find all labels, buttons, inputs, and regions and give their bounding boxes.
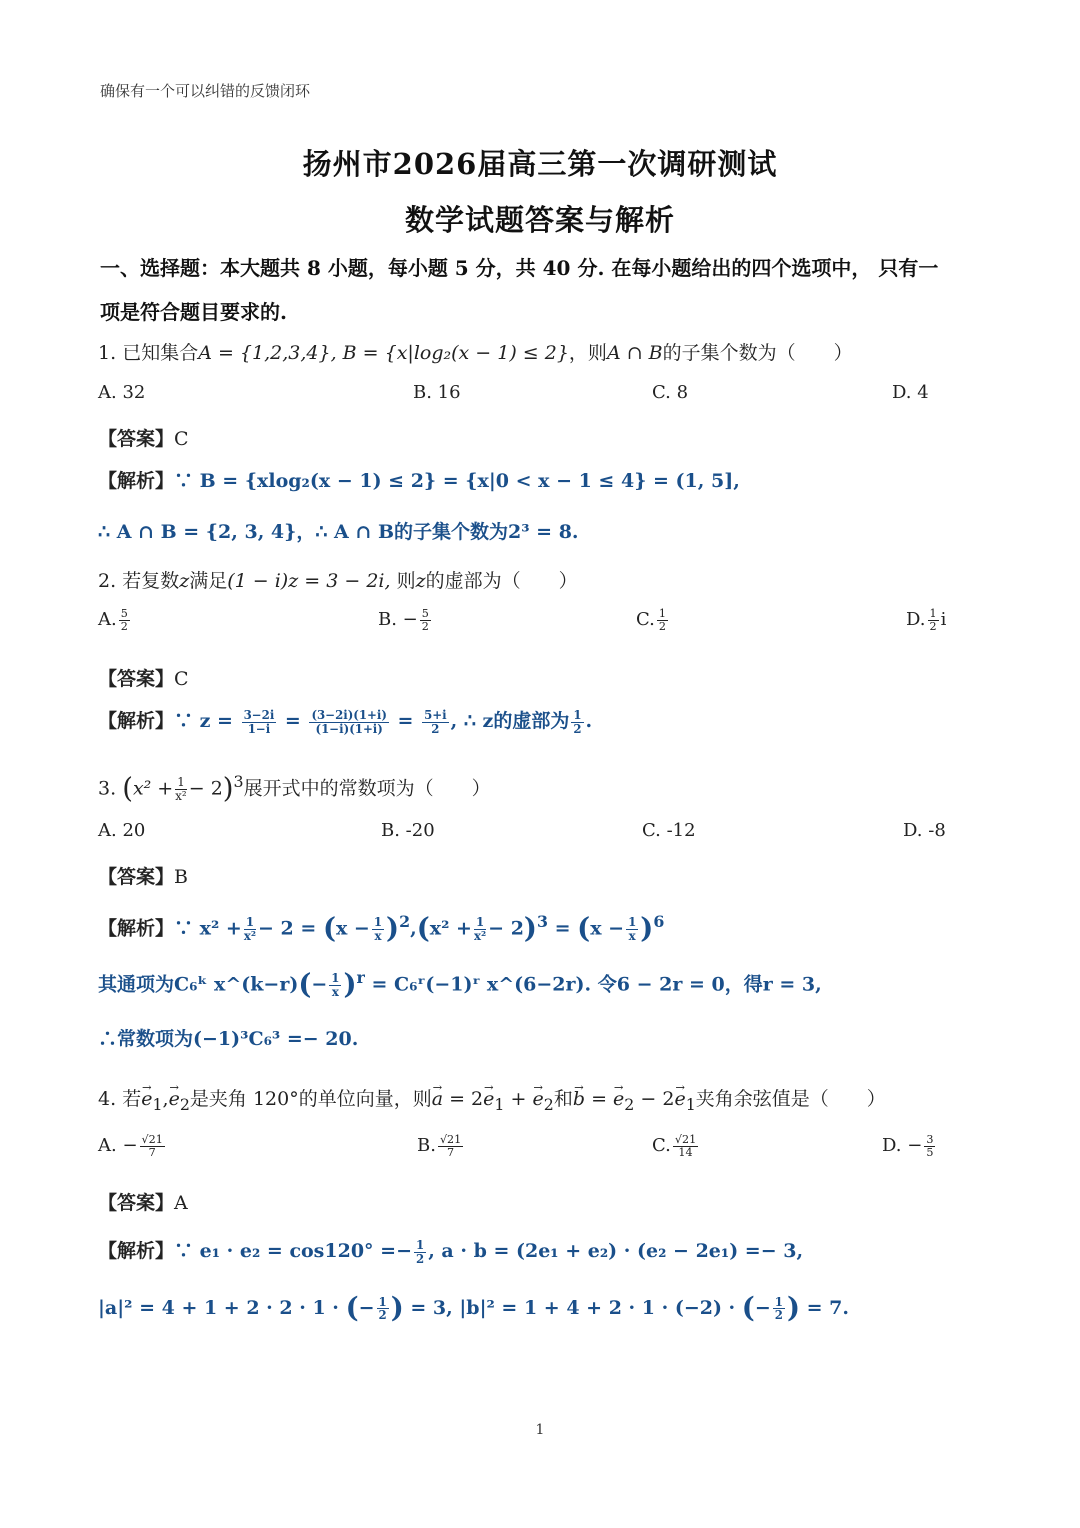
exponent: 6 [653, 912, 665, 931]
solution-label: 【解析】 [98, 470, 175, 492]
subscript: 2 [179, 1094, 190, 1114]
solution-label: 【解析】 [98, 917, 175, 940]
denominator: 7 [148, 1145, 156, 1159]
numerator: 1 [378, 1295, 387, 1309]
question-1 [98, 338, 853, 365]
vector-e: → e [483, 1088, 494, 1110]
option-label: B. − [378, 609, 418, 631]
fraction [140, 1134, 165, 1158]
solution-text: |a|² = 4 + 1 + 2 · 2 · 1 · [98, 1296, 339, 1319]
math-expression: − 2 [188, 777, 223, 800]
math-intersection: A ∩ B [606, 342, 663, 364]
solution-text: − [311, 973, 328, 996]
fraction [571, 709, 583, 735]
document-title: 扬州市2026届高三第一次调研测试 [302, 147, 778, 181]
question-text: 的虚部为（ ） [425, 570, 578, 592]
option-suffix: i [940, 609, 947, 631]
solution-text: x² + [429, 917, 472, 940]
fraction [372, 916, 384, 942]
denominator: 2 [421, 619, 429, 633]
numerator: 1 [573, 708, 582, 723]
vector-e: → e [613, 1088, 624, 1110]
solution-text: = C₆ʳ(−1)ʳ x^(6−2r). 令6 − 2r = 0，得r = 3, [371, 973, 822, 996]
exponent: 3 [233, 772, 244, 791]
page-number: 1 [535, 1422, 545, 1438]
solution-text: , [410, 917, 417, 940]
question-text: 若复数 [122, 570, 180, 592]
denominator: 1−i [247, 721, 271, 736]
vector-a: → a [432, 1088, 443, 1110]
solution-label: 【解析】 [98, 1240, 175, 1262]
option-label: C. [652, 1135, 671, 1157]
question-text: 满足 [189, 570, 228, 592]
solution-text: = 7. [806, 1296, 849, 1319]
answer-2 [98, 664, 189, 691]
denominator: 5 [926, 1145, 934, 1159]
fraction [438, 1134, 463, 1158]
question-number: 3. [98, 777, 117, 800]
paren: ( [322, 912, 336, 945]
denominator: 2 [774, 1308, 783, 1323]
answer-label: 【答案】 [98, 1192, 175, 1214]
denominator: x [374, 928, 382, 943]
question-text: 若 [122, 1088, 142, 1110]
numerator: √21 [439, 1133, 462, 1146]
exponent: 2 [399, 912, 411, 931]
answer-value: C [174, 668, 189, 690]
fraction [242, 709, 277, 735]
fraction [244, 916, 256, 942]
answer-3 [98, 862, 188, 889]
paren: ( [416, 912, 430, 945]
fraction [924, 1134, 935, 1158]
math-z: z [179, 570, 190, 592]
option-label: A. − [98, 1135, 138, 1157]
solution-text: ∵ x² + [174, 917, 242, 940]
option-a [98, 608, 132, 632]
solution-label: 【解析】 [98, 710, 175, 732]
question-text: 展开式中的常数项为（ ） [243, 777, 491, 800]
question-text: + [510, 1088, 527, 1110]
solution-text: , a · b = (2e₁ + e₂) · (e₂ − 2e₁) =− 3, [428, 1240, 804, 1262]
question-text: ，则 [568, 342, 607, 364]
question-text: , [162, 1088, 169, 1110]
denominator: x [628, 928, 636, 943]
question-text: = [591, 1088, 607, 1110]
solution-3-line1 [98, 912, 665, 945]
paren: ) [390, 1292, 404, 1325]
numerator: 1 [475, 915, 485, 930]
option-c: C. -12 [642, 820, 696, 841]
solution-text: , ∴ z的虚部为 [450, 710, 570, 732]
denominator: 2 [573, 721, 582, 736]
solution-3-line3: ∴常数项为(−1)³C₆³ =− 20. [98, 1028, 359, 1050]
fraction [119, 608, 130, 632]
paren: ) [786, 1292, 800, 1325]
solution-3-line2 [98, 968, 822, 1001]
vector-e: → e [533, 1088, 544, 1110]
denominator: 2 [416, 1251, 425, 1266]
solution-text: ∵ e₁ · e₂ = cos120° =− [174, 1240, 412, 1262]
answer-label: 【答案】 [98, 428, 175, 450]
denominator: 7 [447, 1145, 455, 1159]
answer-value: B [174, 866, 188, 888]
numerator: (3−2i)(1+i) [311, 708, 387, 723]
solution-text: − [754, 1296, 771, 1319]
fraction [773, 1296, 785, 1322]
paren: ( [741, 1292, 755, 1325]
denominator: x² [473, 928, 487, 943]
denominator: 2 [431, 721, 440, 736]
numerator: 5+i [424, 708, 447, 723]
answer-value: A [174, 1192, 188, 1214]
denominator: x [331, 984, 339, 999]
option-label: C. [636, 609, 655, 631]
paren: ( [298, 968, 312, 1001]
question-4 [98, 1084, 886, 1114]
option-label: D. [906, 609, 926, 631]
option-a: A. 32 [98, 382, 146, 403]
fraction [422, 709, 449, 735]
paren: ) [343, 968, 357, 1001]
question-number: 2. [98, 570, 117, 592]
numerator: 1 [416, 1238, 425, 1253]
option-label: D. − [882, 1135, 923, 1157]
option-a [98, 1134, 167, 1158]
question-text: 已知集合 [122, 342, 199, 364]
subscript: 2 [543, 1094, 554, 1114]
denominator: x² [175, 788, 187, 803]
paren: ) [222, 772, 234, 805]
denominator: 2 [120, 619, 128, 633]
solution-1-line2: ∴ A ∩ B = {2, 3, 4}，∴ A ∩ B的子集个数为2³ = 8. [98, 521, 579, 543]
denominator: 2 [658, 619, 666, 633]
denominator: 2 [378, 1308, 387, 1323]
fraction [377, 1296, 389, 1322]
answer-value: C [174, 428, 189, 450]
paren: ) [640, 912, 654, 945]
numerator: 1 [929, 607, 937, 620]
paren: ) [386, 912, 400, 945]
subscript: 2 [624, 1094, 635, 1114]
paren: ) [523, 912, 537, 945]
answer-4 [98, 1188, 188, 1215]
solution-text: x − [590, 917, 625, 940]
fraction [657, 608, 668, 632]
solution-1-line1 [98, 466, 740, 493]
option-label: A. [98, 609, 117, 631]
solution-text: − 2 [488, 917, 524, 940]
numerator: 1 [628, 915, 637, 930]
fraction [329, 972, 341, 998]
option-d [906, 608, 946, 632]
numerator: 1 [373, 915, 383, 930]
option-b: B. -20 [381, 820, 435, 841]
numerator: 1 [331, 971, 340, 986]
option-d: D. -8 [903, 820, 946, 841]
numerator: 1 [177, 775, 185, 790]
subscript: 1 [494, 1094, 505, 1114]
fraction [414, 1239, 426, 1265]
question-number: 4. [98, 1088, 117, 1110]
option-c [636, 608, 670, 632]
math-expression: x² + [132, 777, 174, 800]
solution-text: = [554, 917, 571, 940]
numerator: 1 [658, 607, 666, 620]
numerator: √21 [674, 1133, 697, 1146]
option-b [417, 1134, 465, 1158]
section-heading-line1: 一、选择题：本大题共 8 小题，每小题 5 分，共 40 分. 在每小题给出的四个选项中， 只有一 [100, 256, 939, 280]
solution-text: x − [335, 917, 370, 940]
solution-4-line1 [98, 1236, 803, 1265]
question-text: 是夹角 120°的单位向量，则 [189, 1088, 432, 1110]
denominator: x² [243, 928, 256, 943]
fraction [928, 608, 939, 632]
section-heading-line2: 项是符合题目要求的. [100, 300, 287, 324]
math-sets: A = {1,2,3,4}, B = {x|log₂(x − 1) ≤ 2} [198, 342, 569, 364]
fraction [474, 916, 486, 942]
question-text: 和 [553, 1088, 573, 1110]
numerator: 5 [120, 607, 128, 620]
option-c [652, 1134, 700, 1158]
solution-text: ∵ B = {xlog₂(x − 1) ≤ 2} = {x|0 < x − 1 ≤ 4} = (1, 5], [174, 470, 740, 492]
fraction [309, 709, 388, 735]
option-b [378, 608, 433, 632]
paren: ( [345, 1292, 359, 1325]
question-text: = 2 [449, 1088, 484, 1110]
fraction [626, 916, 638, 942]
question-2 [98, 566, 578, 593]
answer-label: 【答案】 [98, 668, 175, 690]
fraction [420, 608, 431, 632]
math-z: z [415, 570, 426, 592]
option-a: A. 20 [98, 820, 146, 841]
math-equation: (1 − i)z = 3 − 2i, [227, 570, 391, 592]
answer-1 [98, 424, 189, 451]
subscript: 1 [152, 1094, 163, 1114]
option-d [882, 1134, 937, 1158]
answer-label: 【答案】 [98, 866, 175, 888]
solution-text: . [585, 710, 593, 732]
solution-2: 【解析】∵ z = $\frac{3-2i}{1-i}$ = $\frac{(3-2i)(1+i)}{(1-i)(1+i)}$ = $\frac{5+i}{2}$ , ∴ z的虚部为 $\frac{1}{2}$ . [98, 708, 593, 736]
vector-b: → b [573, 1088, 585, 1110]
solution-text: = 3, |b|² = 1 + 4 + 2 · 1 · (−2) · [410, 1296, 736, 1319]
solution-text: ∵ z = [174, 710, 233, 732]
question-text: 则 [396, 570, 416, 592]
vector-e: → e [169, 1088, 180, 1110]
exponent: 3 [536, 912, 548, 931]
document-subtitle: 数学试题答案与解析 [404, 203, 675, 237]
denominator: 14 [678, 1145, 693, 1159]
vector-e: → e [141, 1088, 152, 1110]
paren: ( [577, 912, 591, 945]
fraction [673, 1134, 698, 1158]
option-c: C. 8 [652, 382, 689, 403]
question-text: − 2 [640, 1088, 675, 1110]
option-b: B. 16 [413, 382, 461, 403]
vector-e: → e [674, 1088, 685, 1110]
solution-text: − 2 = [258, 917, 317, 940]
paren: ( [122, 772, 133, 805]
numerator: 1 [774, 1295, 783, 1309]
fraction [175, 776, 187, 802]
denominator: 2 [929, 619, 937, 633]
solution-4-line2 [98, 1292, 849, 1325]
option-d: D. 4 [892, 382, 929, 403]
numerator: 1 [245, 915, 255, 930]
numerator: 5 [421, 607, 429, 620]
option-label: B. [417, 1135, 436, 1157]
solution-text: 其通项为C₆ᵏ x^(k−r) [98, 973, 299, 996]
numerator: 3−2i [243, 708, 275, 723]
numerator: √21 [141, 1133, 163, 1146]
question-number: 1. [98, 342, 117, 364]
exponent: r [356, 968, 365, 987]
question-3 [98, 772, 491, 805]
question-text: 的子集个数为（ ） [662, 342, 853, 364]
denominator: (1−i)(1+i) [315, 721, 383, 736]
numerator: 3 [926, 1133, 934, 1146]
solution-text: − [358, 1296, 375, 1319]
question-text: 夹角余弦值是（ ） [695, 1088, 886, 1110]
header-note: 确保有一个可以纠错的反馈闭环 [100, 82, 311, 100]
subscript: 1 [685, 1094, 696, 1114]
